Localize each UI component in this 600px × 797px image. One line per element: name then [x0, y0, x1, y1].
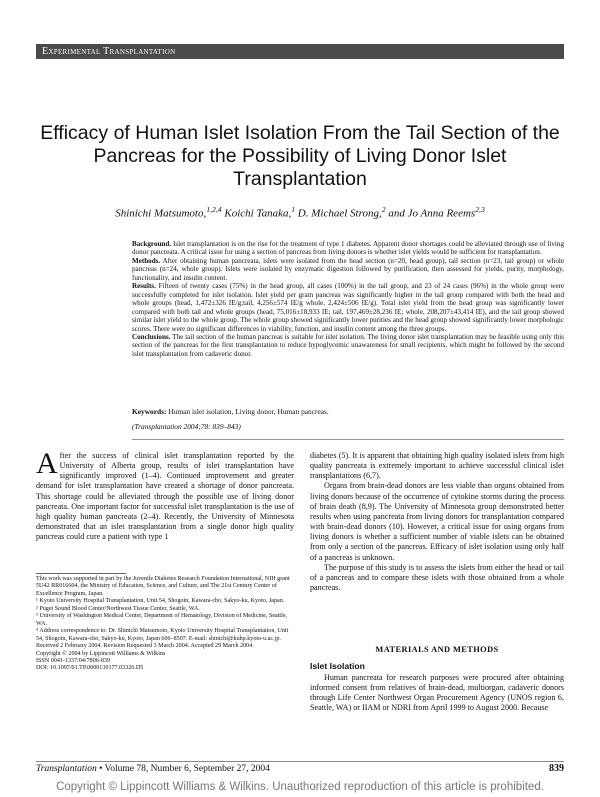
page-number: 839	[549, 763, 564, 774]
intro-text: fter the success of clinical islet transplantation reported by the University of Alberta group, results of islet transplantation have significantly improved (1–4). Continued improvement and greater demand for islet transplantation have created a shortage of donor pancreata. This shortage could be alleviated through the possible use of living donor pancreata. One important factor for successful islet transplantation is the use of high quality human pancreata (2–4). Recently, the University of Minnesota demonstrated that an islet transplantation from a single donor high quality pancreas could cure a patient with type 1	[36, 451, 294, 542]
footnote: Copyright © 2004 by Lippincott Williams & Wilkins	[36, 650, 166, 657]
copyright-notice: Copyright © Lippincott Williams & Wilkins. Unauthorized reproduction of this article is prohibited.	[56, 781, 544, 793]
author-affiliation: 2,3	[475, 205, 485, 214]
body-column-left	[36, 447, 294, 542]
author-name: and Jo Anna Reems	[388, 207, 476, 220]
intro-paragraph	[36, 447, 294, 542]
footnotes	[36, 576, 294, 673]
islet-isolation-heading: Islet Isolation	[310, 661, 365, 671]
footnote: ⁴ Address correspondence to: Dr. Shinichi Matsumoto, Kyoto University Hospital Transplantation, Unit 54, Shogoin, Kawara-cho, Sakyo-ku, Kyoto, Japan 606–8507. E-mail: shinichi@kuhp.kyoto-u.ac.jp.	[36, 628, 289, 642]
author-list	[36, 205, 564, 220]
author-affiliation: 1	[291, 205, 296, 214]
abstract	[132, 240, 564, 358]
abstract-background-text: Islet transplantation is on the rise for the treatment of type 1 diabetes. Apparent donor shortages could be alleviated through use of living donor pancreata. A critical issue for using a section of pancreas from living donors is whether islet yields would be sufficient for transplantation.	[132, 240, 564, 257]
keywords-text: Human islet isolation, Living donor, Human pancreas.	[168, 407, 329, 416]
footnote: ² Puget Sound Blood Center/Northwest Tissue Center, Seattle, WA.	[36, 605, 200, 612]
abstract-divider	[132, 439, 564, 440]
abstract-background	[132, 240, 564, 257]
drop-cap: A	[36, 447, 58, 480]
body-paragraph: The purpose of this study is to assess the islets from either the head or tail of a pancreas and to compare these islets with those obtained from a whole pancreas.	[310, 562, 564, 593]
footnote: DOI: 10.1097/01.TP.0000130177.03326.D5	[36, 665, 144, 672]
body-paragraph: Human pancreata for research purposes were procured after obtaining informed consent from relatives of brain-dead, multiorgan, cadaveric donors through Life Center Northwest Organ Procurement Agency (UNOS region 6, Seattle, WA) or IIAM or NDRI from April 1999 to August 2000. Because	[310, 673, 564, 713]
footnote: ¹ Kyoto University Hospital Transplantation, Unit 54, Shogoin, Kawara-cho, Sakyo-ku, Kyoto, Japan.	[36, 598, 285, 605]
islet-isolation-body	[310, 673, 564, 714]
abstract-methods	[132, 257, 564, 282]
abstract-methods-text: After obtaining human pancreata, islets were isolated from the head section (n=20, head group), tail section (n=23, tail group) or whole pancreas (n=24, whole group). Islets were isolated by enzymatic digestion followed by purification, then assessed for yields, purity, morphology, functionality, and insulin content.	[132, 256, 564, 282]
abstract-results-text: Fifteen of twenty cases (75%) in the head group, all cases (100%) in the tail group, and 23 of 24 cases (96%) in the whole group were successfully completed for islet isolation. Islet yield per gram pancreas was significantly higher in the tail group compared with both the head and whole groups (head, 1,472±326 IE/g;tail, 4,256±574 IE/g whole, 2,424±506 IE/g). Total islet yield from the head group was significantly lower compared with both tail and whole groups (head, 75,016±18,933 IE; tail, 197,469±28,236 IE; whole, 208,207±43,414 IE), and the tail group showed similar islet yield to the whole group. The whole group showed significantly lower purities and the head group showed significantly lower morphologic scores. There were no significant differences in viability, function, and insulin content among the three groups.	[132, 282, 564, 333]
body-paragraph: Organs from brain-dead donors are less viable than organs obtained from living donors because of the occurrence of cytokine storms during the process of brain death (8,9). The University of Minnesota group demonstrated better results when using pancreata from living donors for transplantation compared with brain-dead donors (10). However, a critical issue for using organs from living donors is whether a sufficient number of viable islets can be obtained from only a section of the pancreas. Efficacy of islet isolation using only half of a pancreas is unknown.	[310, 481, 564, 562]
author-name: Shinichi Matsumoto,	[115, 207, 207, 220]
author-name: Koichi Tanaka,	[224, 207, 292, 220]
footnote: Received 2 February 2004. Revision Requested 3 March 2004. Accepted 29 March 2004.	[36, 643, 254, 650]
abstract-conclusions	[132, 333, 564, 358]
footnote: ³ University of Washington Medical Center, Department of Hematology, Division of Medicine, Seattle, WA.	[36, 613, 288, 627]
methods-heading: MATERIALS AND METHODS	[375, 645, 499, 654]
citation: (Transplantation 2004;78: 839–843)	[132, 422, 241, 431]
body-paragraph: diabetes (5). It is apparent that obtaining high quality isolated islets from high quality pancreata is extremely important to achieve successful clinical islet transplantations (6,7).	[310, 451, 564, 481]
abstract-results-label: Results.	[132, 282, 156, 291]
article-title: Efficacy of Human Islet Isolation From the Tail Section of the Pancreas for the Possibility of Living Donor Islet Transplantation	[40, 122, 560, 190]
abstract-conclusions-text: The tail section of the human pancreas is suitable for islet isolation. The living donor islet transplantation may be feasible using only this section of the pancreas for the first transplantation to reduce hypoglycemic unawareness for small recipients, which might be followed by the second islet transplantation from cadaveric donor.	[132, 332, 564, 358]
footer-divider	[36, 761, 564, 762]
keywords	[132, 407, 564, 416]
author-affiliation: 1,2,4	[206, 205, 222, 214]
footnote: ISSN 0041-1337/04/7806-839	[36, 657, 110, 664]
author-affiliation: 2	[381, 205, 386, 214]
journal-footer	[36, 764, 270, 774]
journal-name: Transplantation	[36, 764, 97, 774]
abstract-results	[132, 282, 564, 333]
abstract-background-label: Background.	[132, 240, 172, 248]
author-name: D. Michael Strong,	[297, 207, 382, 220]
journal-details: • Volume 78, Number 6, September 27, 2004	[96, 764, 270, 774]
abstract-conclusions-label: Conclusions.	[132, 332, 171, 341]
abstract-methods-label: Methods.	[132, 256, 161, 265]
body-column-right	[310, 451, 564, 593]
footnote-divider	[36, 573, 126, 574]
footnote: This work was supported in part by the Juvenile Diabetes Research Foundation International, NIH grant 5U42 RR016604, the Ministry of Education, Science, and Culture, and The 21st Century Center of Excellence Program, Japan.	[36, 576, 290, 597]
section-label: Experimental Transplantation	[42, 46, 176, 57]
keywords-label: Keywords:	[132, 407, 167, 416]
